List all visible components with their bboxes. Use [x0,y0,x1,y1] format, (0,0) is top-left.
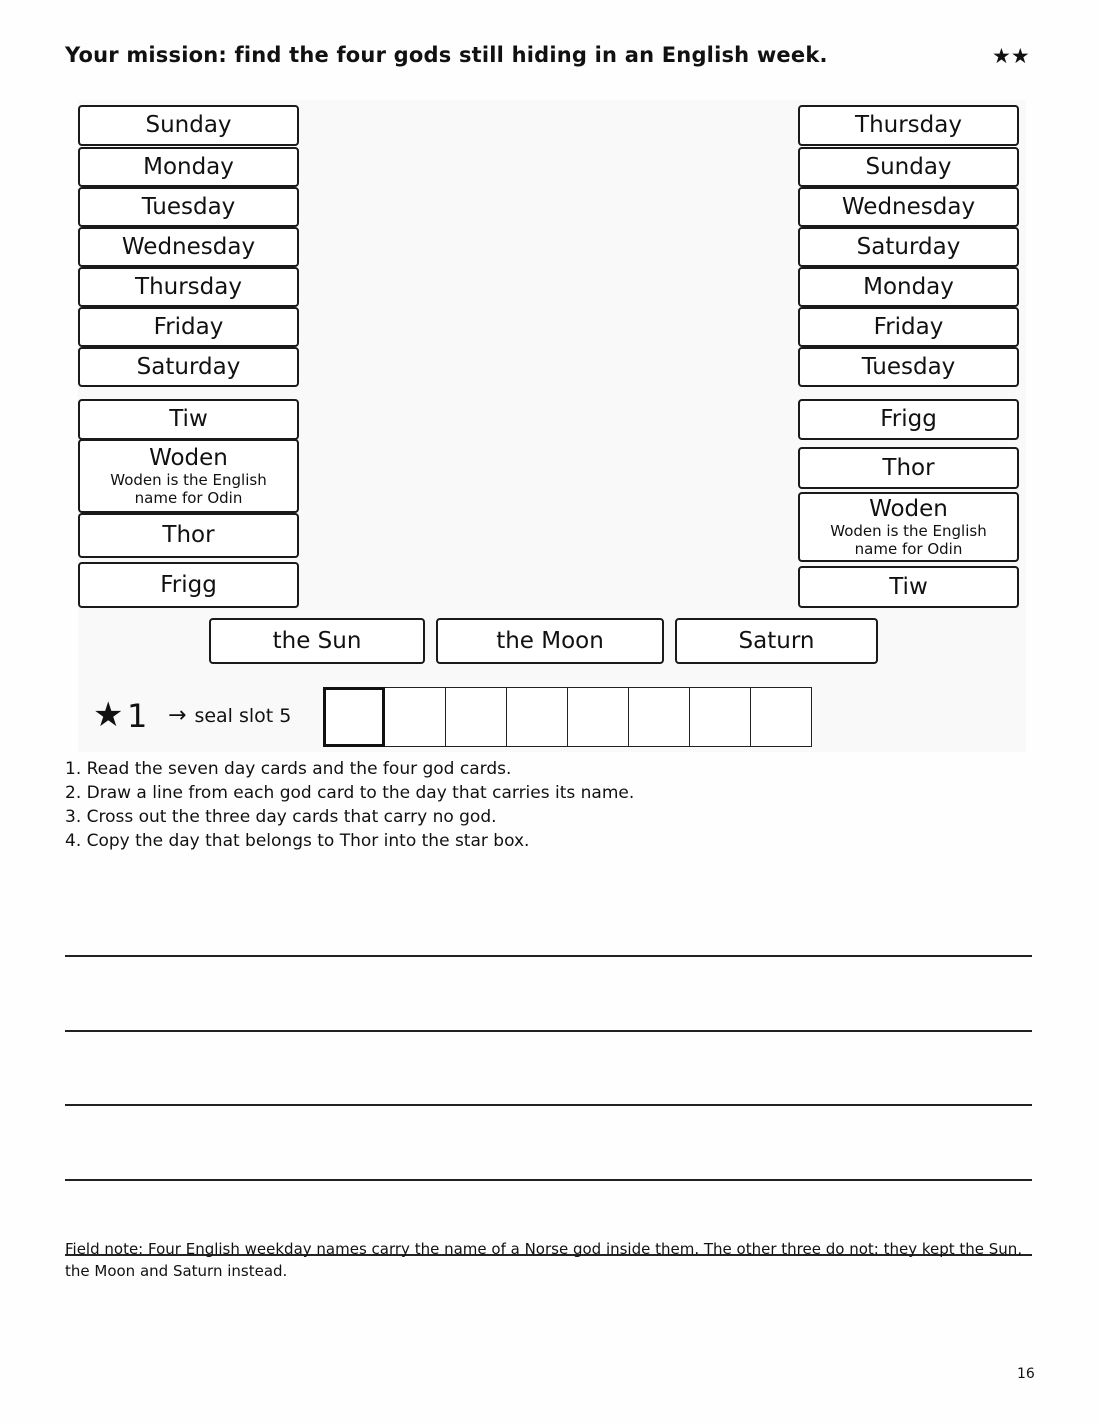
answer-slot[interactable] [384,687,446,747]
right-god-label: Woden [869,495,948,522]
answer-slot[interactable] [628,687,690,747]
writing-line[interactable] [65,955,1032,957]
answer-slot[interactable] [567,687,629,747]
right-day-label: Saturday [856,233,961,260]
left-god-card[interactable] [78,513,299,558]
name-card-moon[interactable] [436,618,664,664]
name-card-label: the Moon [496,627,604,654]
right-god-label: Thor [882,454,935,481]
right-god-card[interactable] [798,492,1019,562]
left-day-label: Friday [153,313,224,340]
right-day-card[interactable] [798,267,1019,307]
left-god-label: Frigg [160,571,217,598]
left-day-card[interactable] [78,147,299,187]
name-card-label: Saturn [738,627,815,654]
left-day-card[interactable] [78,347,299,387]
left-god-card[interactable] [78,399,299,440]
right-god-label: Tiw [889,573,928,600]
left-god-label: Woden [149,444,228,471]
instruction-item: 3. Cross out the three day cards that carry no god. [65,807,497,827]
left-day-card[interactable] [78,307,299,347]
right-day-label: Sunday [865,153,952,180]
name-card-label: the Sun [272,627,362,654]
left-day-card[interactable] [78,227,299,267]
right-day-label: Friday [873,313,944,340]
writing-line[interactable] [65,1030,1032,1032]
right-day-card[interactable] [798,347,1019,387]
star-icon: ★ [93,695,124,735]
field-note: Field note: Four English weekday names carry the name of a Norse god inside them. The other three do not: they kept the Sun, the Moon and Saturn instead. [65,1240,1023,1280]
right-day-label: Wednesday [841,193,976,220]
left-day-card[interactable] [78,187,299,227]
answer-slot[interactable] [506,687,568,747]
left-god-label: Tiw [169,406,208,433]
right-day-card[interactable] [798,105,1019,146]
left-god-label: Thor [162,522,215,549]
left-god-card[interactable] [78,562,299,608]
answer-slot[interactable] [750,687,812,747]
left-day-card[interactable] [78,105,299,146]
right-day-card[interactable] [798,227,1019,267]
left-day-label: Monday [143,153,234,180]
writing-line[interactable] [65,1179,1032,1181]
answer-slot[interactable] [689,687,751,747]
right-day-card[interactable] [798,187,1019,227]
page-number: 16 [1017,1366,1035,1382]
instruction-item: 4. Copy the day that belongs to Thor into the star box. [65,831,530,851]
answer-slot[interactable] [445,687,507,747]
right-god-card[interactable] [798,399,1019,440]
difficulty-stars: ★★ [992,44,1030,68]
god-note: Woden is the English name for Odin [830,522,987,559]
left-day-label: Thursday [135,273,242,300]
right-day-label: Tuesday [861,353,956,380]
instruction-item: 2. Draw a line from each god card to the day that carries its name. [65,783,635,803]
right-day-label: Monday [863,273,954,300]
left-day-label: Sunday [145,112,232,139]
answer-slot[interactable] [323,687,385,747]
mission-title: Your mission: find the four gods still hiding in an English week. [65,43,828,67]
left-day-label: Wednesday [121,233,256,260]
god-note: Woden is the English name for Odin [110,471,267,508]
arrow-right-icon: → [168,703,187,728]
right-god-label: Frigg [880,406,937,433]
right-day-card[interactable] [798,147,1019,187]
right-day-card[interactable] [798,307,1019,347]
star-box-number: 1 [127,697,148,735]
seal-slot-label: seal slot 5 [194,705,292,727]
left-day-label: Tuesday [141,193,236,220]
name-card-saturn[interactable] [675,618,878,664]
left-day-label: Saturday [136,353,241,380]
instruction-item: 1. Read the seven day cards and the four god cards. [65,759,512,779]
name-card-sun[interactable] [209,618,425,664]
instructions-list [65,757,634,853]
writing-line[interactable] [65,1104,1032,1106]
right-god-card[interactable] [798,566,1019,608]
right-day-label: Thursday [855,112,962,139]
left-god-card[interactable] [78,439,299,513]
right-god-card[interactable] [798,447,1019,489]
seal-slot-hint [168,703,291,729]
left-day-card[interactable] [78,267,299,307]
